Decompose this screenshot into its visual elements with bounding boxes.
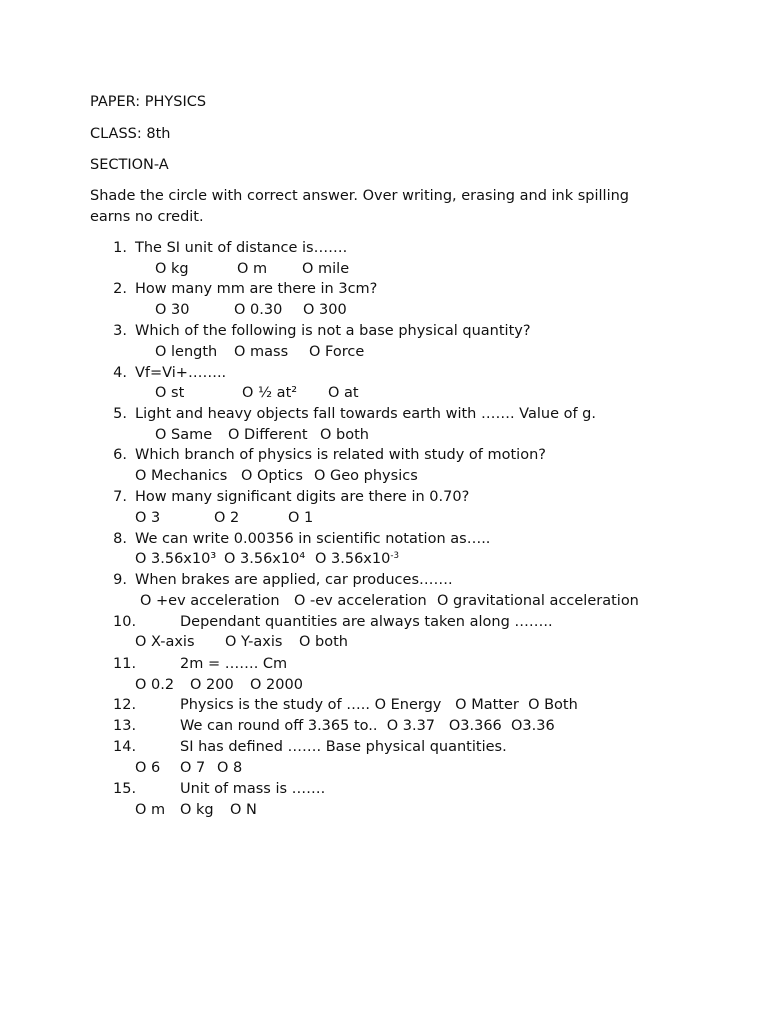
option[interactable]: O X-axis [135,634,195,650]
option[interactable]: O both [299,634,348,650]
option[interactable]: O 3.56x10⁴ [224,551,306,567]
option[interactable]: O kg [155,261,189,277]
instructions-line-1: Shade the circle with correct answer. Over writing, erasing and ink spilling [90,188,629,204]
option[interactable]: O 30 [155,302,190,318]
question-text: Which branch of physics is related with study of motion? [135,447,546,463]
option[interactable]: O -ev acceleration [294,593,427,609]
question-number: 1. [113,240,127,256]
question-number: 7. [113,489,127,505]
option[interactable]: O Different [228,427,308,443]
question-text: Unit of mass is ……. [180,781,326,797]
option[interactable]: O 200 [190,677,234,693]
option[interactable]: O ½ at² [242,385,298,401]
question-text: Light and heavy objects fall towards earth with ……. Value of g. [135,406,596,422]
option[interactable]: O Geo physics [314,468,418,484]
question-text: We can write 0.00356 in scientific notation as….. [135,531,491,547]
option[interactable]: O gravitational acceleration [437,593,639,609]
option[interactable]: O m [135,802,166,818]
question-number: 13. [113,718,137,734]
option[interactable]: O 1 [288,510,314,526]
question-text: The SI unit of distance is……. [135,240,348,256]
option[interactable]: O Mechanics [135,468,228,484]
option[interactable]: O Force [309,344,365,360]
question-number: 11. [113,656,137,672]
question-text: How many mm are there in 3cm? [135,281,378,297]
option[interactable]: O kg [180,802,214,818]
option[interactable]: O 3 [135,510,161,526]
option[interactable]: O at [328,385,359,401]
question-number: 14. [113,739,137,755]
question-text: When brakes are applied, car produces……. [135,572,453,588]
option[interactable] [315,552,399,567]
question-text[interactable]: Physics is the study of ….. O Energy O Matter O Both [180,697,578,713]
option[interactable]: O mass [234,344,289,360]
question-number: 9. [113,572,127,588]
option[interactable]: O 0.30 [234,302,283,318]
option[interactable]: O 7 [180,760,206,776]
option[interactable]: O N [230,802,257,818]
question-number: 10. [113,614,137,630]
class-label: CLASS: 8th [90,126,171,142]
option[interactable]: O +ev acceleration [140,593,280,609]
paper-title: PAPER: PHYSICS [90,94,207,110]
option-text: O 3.56x10 [315,551,391,567]
question-text: Which of the following is not a base physical quantity? [135,323,531,339]
question-text: 2m = ……. Cm [180,656,288,672]
option[interactable]: O 2000 [250,677,303,693]
option[interactable]: O 300 [303,302,347,318]
question-text: Dependant quantities are always taken along …….. [180,614,553,630]
instructions-line-2: earns no credit. [90,209,204,225]
section-label: SECTION-A [90,157,169,173]
question-number: 3. [113,323,127,339]
question-number: 6. [113,447,127,463]
question-text[interactable]: We can round off 3.365 to.. O 3.37 O3.366 O3.36 [180,718,555,734]
option[interactable]: O Optics [241,468,303,484]
question-number: 15. [113,781,137,797]
question-number: 12. [113,697,137,713]
question-text: SI has defined ……. Base physical quantities. [180,739,507,755]
exponent: -3 [390,550,400,561]
option[interactable]: O 0.2 [135,677,175,693]
option[interactable]: O 2 [214,510,240,526]
option[interactable]: O Same [155,427,213,443]
option[interactable]: O mile [302,261,350,277]
option[interactable]: O 8 [217,760,243,776]
question-number: 2. [113,281,127,297]
option[interactable]: O Y-axis [225,634,283,650]
option[interactable]: O 6 [135,760,161,776]
option[interactable]: O m [237,261,268,277]
option[interactable]: O 3.56x10³ [135,551,217,567]
option[interactable]: O st [155,385,185,401]
option[interactable]: O length [155,344,218,360]
question-text: Vf=Vi+…….. [135,365,227,381]
question-number: 8. [113,531,127,547]
question-number: 4. [113,365,127,381]
question-text: How many significant digits are there in 0.70? [135,489,470,505]
question-number: 5. [113,406,127,422]
option[interactable]: O both [320,427,369,443]
